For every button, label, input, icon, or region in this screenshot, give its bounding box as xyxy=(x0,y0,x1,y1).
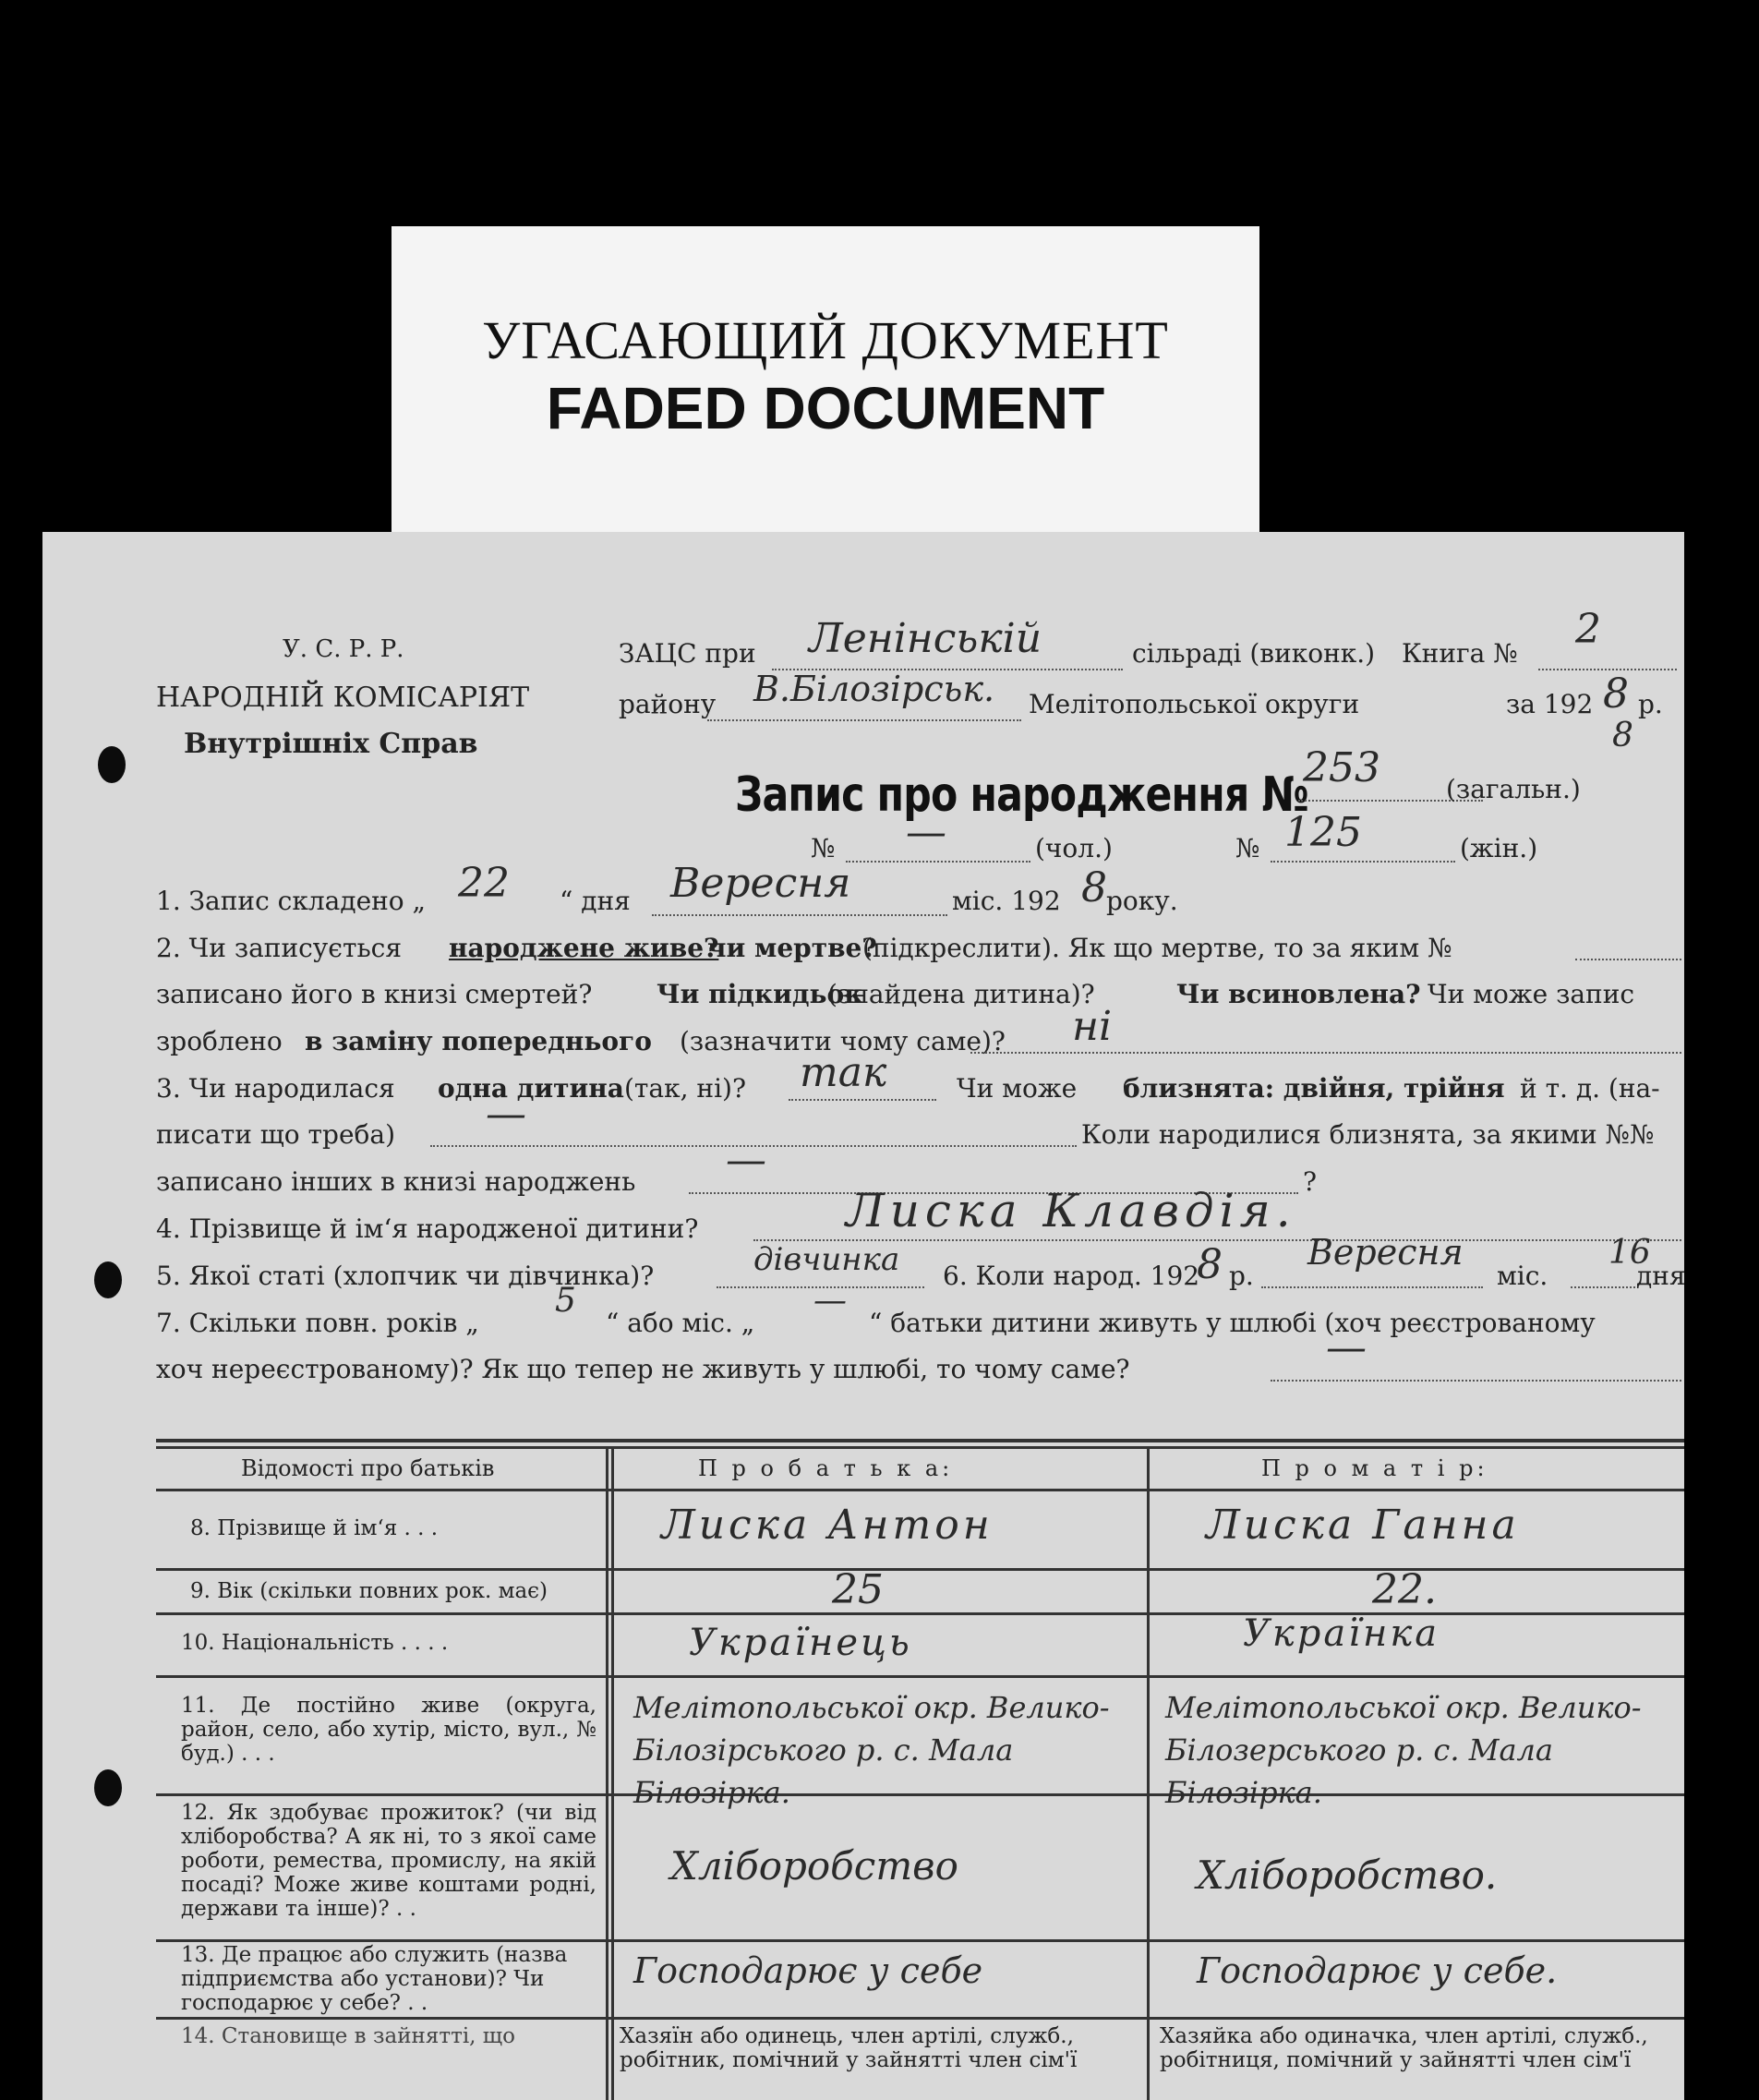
row-label-workplace: 13. Де працює або служить (назва підприємства або установи)? Чи господарює у себе? . . xyxy=(181,1943,568,2015)
female-label: (жін.) xyxy=(1460,833,1538,863)
q3-line3-handwriting: — xyxy=(726,1137,766,1184)
table-header-mother: П р о м а т і р: xyxy=(1261,1455,1488,1481)
father-residence-handwriting: Мелітопольської окр. Велико-Білозірського р. с. Мала Білозірка. xyxy=(633,1690,1110,1810)
birth-record-form xyxy=(42,532,1684,2100)
q3-twins: близнята: двійня, трійня xyxy=(1123,1073,1505,1104)
general-label: (загальн.) xyxy=(1446,774,1581,804)
dotted-line xyxy=(970,1052,1681,1054)
year-suffix: р. xyxy=(1638,689,1663,719)
table-rule xyxy=(156,1568,1684,1571)
q1-day-label: “ дня xyxy=(560,886,631,916)
q7-text: “ батьки дитини живуть у шлюбі (хоч реєстрованому xyxy=(869,1308,1596,1338)
dotted-line xyxy=(707,719,1021,721)
father-age-handwriting: 25 xyxy=(832,1566,884,1613)
table-header-info: Відомості про батьків xyxy=(241,1455,495,1481)
q3-answer-handwriting: так xyxy=(800,1049,887,1096)
q6-day-label: дня xyxy=(1636,1261,1686,1291)
table-rule xyxy=(156,1446,1684,1449)
q2-adopted: Чи всиновлена? xyxy=(1176,979,1421,1009)
table-rule xyxy=(156,1939,1684,1942)
q2-alive: народжене живе? xyxy=(449,933,719,963)
margin-handwriting: 8 xyxy=(1612,717,1633,754)
row-label-occupation-status: 14. Становище в зайнятті, що xyxy=(181,2024,516,2048)
q3-one-child: одна дитина xyxy=(438,1073,624,1104)
q1-year-label: міс. 192 xyxy=(952,886,1061,916)
q2-text: (підкреслити). Як що мертве, то за яким № xyxy=(862,933,1452,963)
table-rule xyxy=(156,2017,1684,2020)
q3-line2b: Коли народилися близнята, за якими №№ xyxy=(1081,1119,1655,1150)
q3-line3a: записано інших в книзі народжень xyxy=(156,1166,636,1197)
male-number-handwriting: — xyxy=(906,809,946,856)
label-english: FADED DOCUMENT xyxy=(546,375,1105,441)
table-rule xyxy=(156,1489,1684,1491)
q2-line2a: записано його в книзі смертей? xyxy=(156,979,593,1009)
commissariat-heading: НАРОДНІЙ КОМІСАРІЯТ xyxy=(156,682,530,714)
raion-label: району xyxy=(619,689,717,719)
q7-months-label: “ або міс. „ xyxy=(606,1308,755,1338)
male-label: (чол.) xyxy=(1035,833,1113,863)
q7-line2-handwriting: — xyxy=(1326,1324,1367,1371)
row-label-residence: 11. Де постійно живе (округа, район, село, або хутір, місто, вул., № буд.) . . . xyxy=(181,1694,596,1766)
q2-label: 2. Чи записується xyxy=(156,933,403,963)
q1-month-handwriting: Вересня xyxy=(670,860,851,907)
mother-nationality-handwriting: Українка xyxy=(1243,1612,1440,1655)
punch-hole xyxy=(98,746,126,783)
female-number-handwriting: 125 xyxy=(1284,809,1362,856)
q5-sex-handwriting: дівчинка xyxy=(753,1241,900,1278)
dotted-line xyxy=(846,861,1030,863)
mother-age-handwriting: 22. xyxy=(1372,1566,1437,1613)
q2-replacement: в заміну попереднього xyxy=(305,1026,652,1056)
number-sign: № xyxy=(811,833,836,863)
table-header-father: П р о б а т ь к а: xyxy=(698,1455,954,1481)
punch-hole xyxy=(94,1261,122,1298)
dotted-line xyxy=(789,1099,936,1101)
q6-month-handwriting: Вересня xyxy=(1307,1232,1464,1273)
q3-line3b: ? xyxy=(1303,1166,1318,1197)
dotted-line xyxy=(1571,1286,1635,1288)
q2-line2c: (знайдена дитина)? xyxy=(827,979,1095,1009)
q4-child-name-handwriting: Лиска Клавдія. xyxy=(846,1184,1296,1237)
q5-label: 5. Якої статі (хлопчик чи дівчинка)? xyxy=(156,1261,655,1291)
okrug-label: Мелітопольської округи xyxy=(1029,689,1360,719)
q2-line3a: зроблено xyxy=(156,1026,283,1056)
q6-year-suffix: р. xyxy=(1229,1261,1254,1291)
q2-line3c: (зазначити чому саме)? xyxy=(680,1026,1006,1056)
row-label-age: 9. Вік (скільки повних рок. має) xyxy=(190,1579,548,1603)
number-sign: № xyxy=(1235,833,1260,863)
table-divider xyxy=(606,1446,608,2100)
row-label-livelihood: 12. Як здобуває прожиток? (чи від хліборобства? А як ні, то з якої саме роботи, ремества, промислу, на якій посаді? Може живе коштами родні, держави та інше)? . . xyxy=(181,1801,596,1921)
general-number-handwriting: 253 xyxy=(1303,744,1380,791)
punch-hole xyxy=(94,1769,122,1806)
q3-etc: й т. д. (на- xyxy=(1520,1073,1660,1104)
village-council-handwriting: Ленінській xyxy=(809,615,1042,662)
q2-dead: чи мертве? xyxy=(707,933,877,963)
q1-label: 1. Запис складено „ xyxy=(156,886,427,916)
q2-foundling: Чи підкидьок xyxy=(657,979,863,1009)
q2-line2e: Чи може запис xyxy=(1428,979,1635,1009)
q1-day-handwriting: 22 xyxy=(458,860,510,907)
father-occupation-status: Хазяїн або одинець, член артілі, служб., робітник, помічний у зайнятті член сім'ї xyxy=(620,2024,1078,2072)
internal-affairs-heading: Внутрішніх Справ xyxy=(184,728,478,760)
table-rule xyxy=(156,1612,1684,1615)
dotted-line xyxy=(1271,861,1455,863)
q6-label: 6. Коли народ. 192 xyxy=(943,1261,1200,1291)
faded-document-label xyxy=(392,226,1259,545)
usrr-heading: У. С. Р. Р. xyxy=(283,635,404,663)
q3-line2a: писати що треба) xyxy=(156,1119,395,1150)
q1-year-handwriting: 8 xyxy=(1081,864,1107,911)
q3-maybe: Чи може xyxy=(957,1073,1078,1104)
record-title: Запис про народження № xyxy=(735,767,1308,823)
q6-year-handwriting: 8 xyxy=(1197,1241,1223,1288)
book-label: Книга № xyxy=(1402,638,1518,669)
dotted-line xyxy=(1261,1286,1483,1288)
silradi-label: сільраді (виконк.) xyxy=(1132,638,1376,669)
q1-year-suffix: року. xyxy=(1106,886,1178,916)
dotted-line xyxy=(652,914,947,916)
q4-label: 4. Прізвище й ім‘я народженої дитини? xyxy=(156,1213,699,1244)
father-workplace-handwriting: Господарює у себе xyxy=(633,1950,983,1991)
q7-years-handwriting: 5 xyxy=(555,1282,576,1320)
raion-handwriting: В.Білозірськ. xyxy=(753,669,995,709)
dotted-line xyxy=(1575,959,1681,960)
q7-label: 7. Скільки повн. років „ xyxy=(156,1308,479,1338)
dotted-line xyxy=(1271,1380,1681,1382)
mother-name-handwriting: Лиска Ганна xyxy=(1206,1502,1520,1549)
q3-label: 3. Чи народилася xyxy=(156,1073,395,1104)
q7-line2: хоч нереєстрованому)? Як що тепер не живуть у шлюбі, то чому саме? xyxy=(156,1354,1130,1384)
label-russian: УГАСАЮЩИЙ ДОКУМЕНТ xyxy=(482,310,1169,370)
q2-answer-handwriting: ні xyxy=(1072,1003,1113,1050)
table-divider xyxy=(1147,1446,1150,2100)
q6-month-label: міс. xyxy=(1497,1261,1548,1291)
mother-occupation-status: Хазяйка або одиначка, член артілі, служб., робітниця, помічний у зайнятті член сім'ї xyxy=(1160,2024,1648,2072)
father-nationality-handwriting: Українець xyxy=(689,1622,912,1664)
q7-months-handwriting: — xyxy=(813,1282,847,1320)
table-divider xyxy=(611,1446,614,2100)
father-livelihood-handwriting: Хліборобство xyxy=(670,1843,958,1889)
row-label-name: 8. Прізвище й ім‘я . . . xyxy=(190,1516,439,1540)
father-name-handwriting: Лиска Антон xyxy=(661,1502,994,1549)
mother-livelihood-handwriting: Хліборобство. xyxy=(1197,1853,1498,1898)
mother-workplace-handwriting: Господарює у себе. xyxy=(1197,1950,1558,1991)
mother-residence-handwriting: Мелітопольської окр. Велико-Білозерського р. с. Мала Білозірка. xyxy=(1165,1690,1642,1810)
table-rule xyxy=(156,1675,1684,1678)
q6-day-handwriting: 16 xyxy=(1608,1234,1651,1272)
q3-line2-handwriting: — xyxy=(486,1091,526,1138)
row-label-nationality: 10. Національність . . . . xyxy=(181,1631,449,1655)
table-rule xyxy=(156,1439,1684,1442)
book-number-handwriting: 2 xyxy=(1575,606,1601,653)
year-label: за 192 xyxy=(1506,689,1594,719)
zats-label: ЗАЦС при xyxy=(619,638,756,669)
year-handwriting: 8 xyxy=(1603,670,1629,718)
q3-yesno: (так, ні)? xyxy=(624,1073,746,1104)
